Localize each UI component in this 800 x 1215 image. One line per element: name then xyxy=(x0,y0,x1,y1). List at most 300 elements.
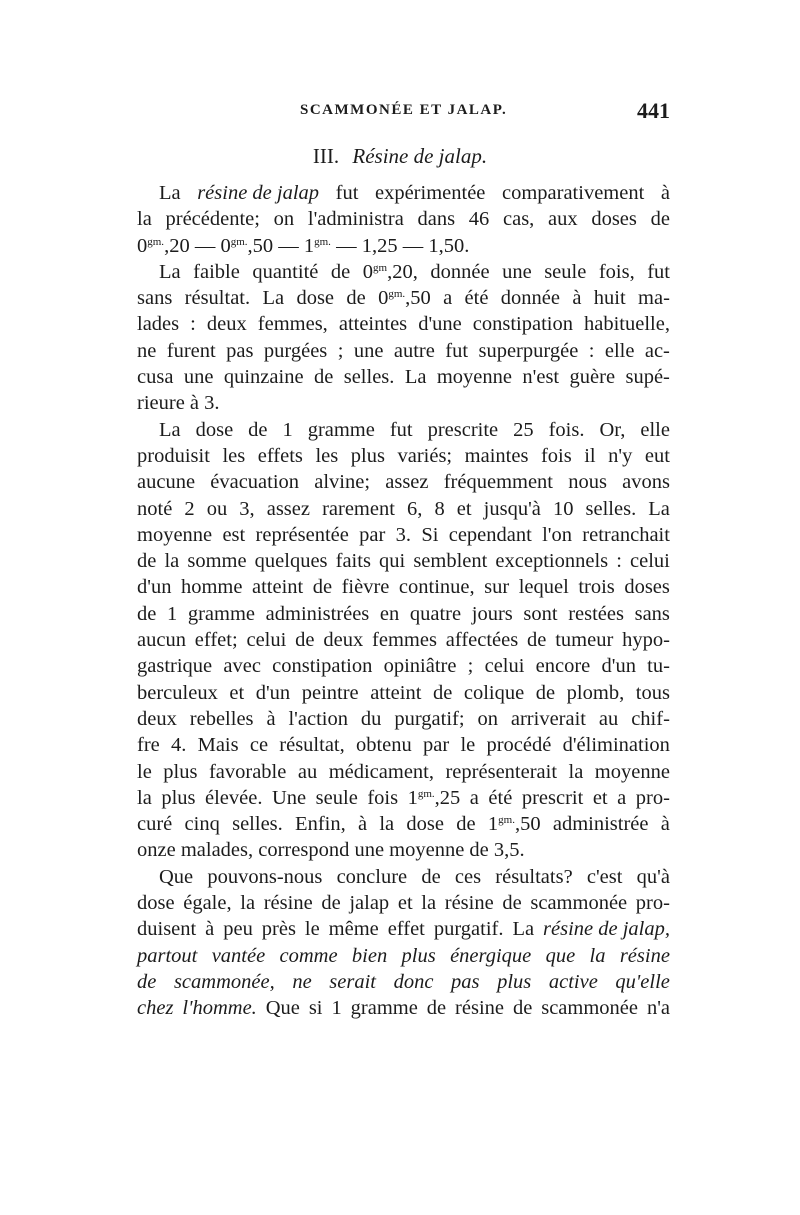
word: une xyxy=(183,366,214,389)
word: atteint xyxy=(251,576,304,599)
word: sur xyxy=(484,576,510,599)
word: 2 xyxy=(184,497,195,520)
text-line xyxy=(137,285,670,311)
word: effet xyxy=(387,918,425,941)
word: de xyxy=(137,970,157,993)
word: d'élimination xyxy=(562,734,670,757)
word: gramme xyxy=(350,997,418,1020)
word: et xyxy=(397,892,413,915)
word: doses xyxy=(624,576,670,599)
word: énergique xyxy=(450,944,532,967)
word: La xyxy=(262,287,285,310)
text-line xyxy=(137,233,670,259)
word: homme xyxy=(180,576,243,599)
word: $0^{gm.},50$ xyxy=(378,287,431,310)
text-line xyxy=(137,601,670,627)
word: n'est xyxy=(522,366,560,389)
word: égale, xyxy=(183,892,232,915)
text-line xyxy=(137,206,670,232)
word: n'y xyxy=(608,444,633,467)
running-head xyxy=(135,98,670,124)
word: celui xyxy=(630,550,670,573)
text-line xyxy=(137,548,670,574)
word: pas xyxy=(451,970,480,993)
word: on xyxy=(477,707,498,730)
word: même xyxy=(328,918,379,941)
word: la xyxy=(379,813,395,836)
word: la xyxy=(164,550,180,573)
word: maintes xyxy=(464,444,529,467)
word: ; xyxy=(337,339,344,362)
word: 10 xyxy=(552,497,574,520)
word: de xyxy=(312,576,333,599)
word: d'un xyxy=(137,576,172,599)
word: donc xyxy=(393,970,434,993)
word: rieure à 3. xyxy=(137,392,220,415)
word: doses xyxy=(591,208,637,231)
word: ce xyxy=(249,734,269,757)
word: ma- xyxy=(638,287,670,310)
word: hypo- xyxy=(622,629,670,652)
word: selles. xyxy=(585,497,637,520)
word: fut xyxy=(335,182,359,204)
word: résine xyxy=(619,944,670,967)
word: pas xyxy=(226,339,254,362)
word: qu'elle xyxy=(615,970,670,993)
word: duisent xyxy=(137,918,197,941)
word: représentée xyxy=(255,523,349,546)
text-line xyxy=(137,180,670,206)
word: 3. xyxy=(395,523,412,546)
body-text xyxy=(137,180,670,1022)
word: la xyxy=(421,892,437,915)
word: 25 xyxy=(513,418,534,441)
word: sans xyxy=(634,602,670,625)
word: femmes xyxy=(372,629,437,652)
word: Que xyxy=(265,997,300,1020)
word: onze malades, correspond une moyenne de 3,5. xyxy=(137,839,525,862)
word: quinzaine xyxy=(223,366,304,389)
word: restées xyxy=(568,602,624,625)
text-line xyxy=(137,443,670,469)
word: dose xyxy=(137,892,175,915)
word: trois xyxy=(578,576,615,599)
word: une xyxy=(353,339,384,362)
word: huit xyxy=(593,287,626,310)
word: résultats? xyxy=(495,865,573,888)
word: faible xyxy=(193,260,240,283)
word: fièvre xyxy=(341,576,390,599)
text-line xyxy=(137,759,670,785)
word: dans xyxy=(417,208,456,231)
word: La xyxy=(512,918,535,941)
word: lades xyxy=(137,313,180,336)
word: eut xyxy=(644,444,670,467)
word: moyenne xyxy=(594,760,670,783)
word: produisit xyxy=(137,444,210,467)
word: de xyxy=(426,997,447,1020)
word: berculeux xyxy=(137,681,218,704)
word: et xyxy=(229,681,245,704)
word: l'action xyxy=(288,707,348,730)
word: jalap xyxy=(349,892,390,915)
word: elle xyxy=(604,339,635,362)
word: superpurgée xyxy=(478,339,579,362)
word: effet; xyxy=(194,629,238,652)
text-line xyxy=(137,364,670,390)
word: La xyxy=(404,366,427,389)
text-line xyxy=(137,706,670,732)
word: guère xyxy=(569,366,616,389)
word: une xyxy=(502,260,532,283)
word: aucune xyxy=(137,471,196,494)
word: femmes, xyxy=(257,313,328,336)
word: prescrite xyxy=(427,418,499,441)
word: tumeur xyxy=(555,629,614,652)
word: celui xyxy=(246,629,287,652)
word: expérimentée xyxy=(374,182,486,204)
word: : xyxy=(616,550,622,573)
word: avons xyxy=(622,471,670,494)
word: constipation xyxy=(472,313,573,336)
word: n'a xyxy=(646,997,670,1020)
word: rarement xyxy=(322,497,395,520)
word: de xyxy=(421,865,441,888)
word: quantité xyxy=(252,260,319,283)
word: on xyxy=(273,208,295,231)
word: plus xyxy=(163,760,198,783)
word: résine xyxy=(444,892,494,915)
word: atteint xyxy=(370,681,422,704)
word: fois xyxy=(540,444,572,467)
section-heading xyxy=(0,144,800,169)
word: rebelles xyxy=(189,707,254,730)
text-line xyxy=(137,864,670,890)
word: Or, xyxy=(599,418,626,441)
word: de xyxy=(295,629,315,652)
word: résine de jalap, xyxy=(543,918,670,941)
word: assez xyxy=(385,471,429,494)
word: dose xyxy=(406,813,444,836)
word: atteintes xyxy=(338,313,408,336)
word: à xyxy=(660,813,670,836)
word: conclure xyxy=(336,865,408,888)
word: favorable xyxy=(208,760,287,783)
word: comparativement xyxy=(501,182,645,204)
word: ne xyxy=(292,970,312,993)
word: plus xyxy=(350,444,385,467)
word: si xyxy=(308,997,323,1020)
word: 1 xyxy=(166,602,178,625)
word: retranchait xyxy=(582,523,670,546)
word: de xyxy=(330,260,351,283)
word: et xyxy=(456,497,472,520)
word: nous xyxy=(568,471,607,494)
word: résine xyxy=(455,997,504,1020)
word: à xyxy=(266,707,276,730)
word: cependant xyxy=(448,523,532,546)
word: de xyxy=(502,892,522,915)
word: à xyxy=(572,287,582,310)
word: évacuation xyxy=(210,471,300,494)
word: fut xyxy=(647,260,670,283)
word: exceptionnels xyxy=(495,550,609,573)
word: d'un xyxy=(255,681,291,704)
word: constipation xyxy=(272,655,373,678)
word: jours xyxy=(471,602,513,625)
word: : xyxy=(588,339,595,362)
word: administrées xyxy=(265,602,370,625)
word: : xyxy=(190,313,196,336)
word: administrée xyxy=(552,813,649,836)
word: chif- xyxy=(631,707,670,730)
word: effets xyxy=(257,444,303,467)
word: La xyxy=(159,182,181,204)
word: Mais xyxy=(197,734,239,757)
text-line xyxy=(137,496,670,522)
word: fut xyxy=(445,339,469,362)
text-line xyxy=(137,653,670,679)
section-title: Résine de jalap. xyxy=(352,144,488,168)
word: 4. xyxy=(171,734,187,757)
word: fois, xyxy=(598,260,635,283)
word: $1^{gm.},25$ xyxy=(407,786,461,809)
word: en xyxy=(379,602,400,625)
word: de xyxy=(456,813,476,836)
word: furent xyxy=(166,339,216,362)
running-title: SCAMMONÉE ET JALAP. xyxy=(300,102,508,118)
word: de xyxy=(137,602,157,625)
word: procédé xyxy=(486,734,552,757)
word: ac- xyxy=(644,339,670,362)
word: la xyxy=(137,786,152,809)
word: 6, xyxy=(407,497,423,520)
word: pro- xyxy=(635,892,670,915)
word: fois xyxy=(367,786,399,809)
word: 46 xyxy=(468,208,490,231)
word: deux xyxy=(137,707,177,730)
word: cusa xyxy=(137,366,174,389)
text-line xyxy=(137,785,670,811)
word: active xyxy=(548,970,598,993)
section-number: III. xyxy=(312,144,340,168)
word: le xyxy=(304,918,320,941)
word: $0^{gm.},20$ — $0^{gm.},50$ — $1^{gm.}$ — 1,25 — 1,50. xyxy=(137,234,470,257)
word: encore xyxy=(535,655,591,678)
word: sans xyxy=(137,287,173,310)
word: plus xyxy=(401,944,436,967)
word: aux xyxy=(548,208,578,231)
word: variés; xyxy=(397,444,453,467)
word: Si xyxy=(421,523,439,546)
text-line xyxy=(137,890,670,916)
word: la xyxy=(240,892,256,915)
word: comme xyxy=(279,944,338,967)
word: le xyxy=(460,734,476,757)
word: a xyxy=(469,786,479,809)
word: elle xyxy=(640,418,670,441)
word: arriverait xyxy=(510,707,586,730)
word: $0^{gm},20$, xyxy=(362,260,418,283)
word: scammonée, xyxy=(173,970,275,993)
word: La xyxy=(648,497,670,520)
word: serait xyxy=(329,970,376,993)
word: de xyxy=(313,366,334,389)
word: colique xyxy=(463,681,525,704)
word: Une xyxy=(272,786,307,809)
word: la xyxy=(137,208,152,231)
word: à xyxy=(205,918,215,941)
word: résultat, xyxy=(279,734,345,757)
text-line xyxy=(137,916,670,942)
word: précédente; xyxy=(165,208,260,231)
word: Enfin, xyxy=(295,813,346,836)
word: fois. xyxy=(548,418,585,441)
word: 3, xyxy=(239,497,255,520)
word: que xyxy=(545,944,576,967)
word: résultat. xyxy=(184,287,251,310)
word: habituelle, xyxy=(584,313,670,336)
word: de xyxy=(346,287,366,310)
word: été xyxy=(488,786,513,809)
word: ou xyxy=(206,497,228,520)
word: gramme xyxy=(187,602,256,625)
word: deux xyxy=(206,313,247,336)
word: il xyxy=(584,444,596,467)
word: avec xyxy=(223,655,261,678)
word: gramme xyxy=(307,418,375,441)
word: été xyxy=(464,287,489,310)
word: du xyxy=(360,707,382,730)
word: lequel xyxy=(518,576,569,599)
word: sont xyxy=(523,602,558,625)
word: par xyxy=(423,734,450,757)
word: a xyxy=(617,786,627,809)
word: dose xyxy=(195,418,234,441)
text-line xyxy=(137,390,670,416)
text-line xyxy=(137,311,670,337)
word: cas, xyxy=(503,208,535,231)
word: près xyxy=(261,918,296,941)
text-line xyxy=(137,417,670,443)
word: continue, xyxy=(398,576,475,599)
word: semblent xyxy=(413,550,488,573)
word: assez xyxy=(266,497,310,520)
word: purgatif. xyxy=(433,918,504,941)
word: quelques xyxy=(254,550,328,573)
word: curé xyxy=(137,813,173,836)
word: seule xyxy=(544,260,587,283)
word: partout xyxy=(137,944,198,967)
word: peintre xyxy=(301,681,359,704)
text-line xyxy=(137,732,670,758)
word: dose xyxy=(296,287,335,310)
word: le xyxy=(137,760,152,783)
word: d'un xyxy=(601,655,636,678)
word: scammonée xyxy=(530,892,628,915)
text-line xyxy=(137,574,670,600)
word: de xyxy=(512,997,533,1020)
word: scammonée xyxy=(541,997,638,1020)
word: à xyxy=(660,182,670,204)
text-line xyxy=(137,995,670,1021)
word: l'on xyxy=(542,523,572,546)
word: jusqu'à xyxy=(483,497,541,520)
word: bien xyxy=(351,944,388,967)
word: quatre xyxy=(409,602,462,625)
word: donnée xyxy=(430,260,490,283)
word: donnée xyxy=(500,287,560,310)
word: obtenu xyxy=(355,734,412,757)
word: de xyxy=(137,550,157,573)
word: qui xyxy=(379,550,406,573)
word: selles. xyxy=(232,813,283,836)
word: seule xyxy=(315,786,358,809)
word: de xyxy=(248,418,268,441)
word: représenterait xyxy=(445,760,558,783)
word: prescrit xyxy=(521,786,584,809)
word: tous xyxy=(635,681,670,704)
word: de xyxy=(650,208,670,231)
word: pro- xyxy=(635,786,670,809)
word: ne xyxy=(137,339,157,362)
word: ; xyxy=(467,655,474,678)
word: les xyxy=(315,444,339,467)
word: et xyxy=(592,786,608,809)
word: au xyxy=(297,760,318,783)
word: résine de jalap xyxy=(197,182,320,204)
word: est xyxy=(222,523,246,546)
word: purgatif; xyxy=(394,707,465,730)
word: de xyxy=(321,892,341,915)
word: somme xyxy=(187,550,247,573)
text-line xyxy=(137,259,670,285)
word: affectées xyxy=(445,629,519,652)
word: $1^{gm.},50$ xyxy=(487,813,541,836)
word: faits xyxy=(335,550,371,573)
word: l'homme. xyxy=(182,997,257,1020)
word: aucun xyxy=(137,629,186,652)
text-line xyxy=(137,338,670,364)
word: c'est xyxy=(586,865,623,888)
word: selles. xyxy=(343,366,395,389)
word: au xyxy=(598,707,619,730)
word: 1 xyxy=(282,418,293,441)
word: deux xyxy=(323,629,364,652)
word: cinq xyxy=(184,813,220,836)
text-line xyxy=(137,837,670,863)
word: fréquemment xyxy=(443,471,554,494)
word: supé- xyxy=(625,366,670,389)
word: de xyxy=(527,629,547,652)
word: médicament, xyxy=(328,760,434,783)
word: purgées xyxy=(263,339,328,362)
word: chez xyxy=(137,997,174,1020)
word: plus xyxy=(497,970,532,993)
word: plomb, xyxy=(566,681,625,704)
word: d'une xyxy=(418,313,462,336)
word: La xyxy=(159,418,181,441)
word: de xyxy=(432,681,453,704)
word: par xyxy=(359,523,386,546)
word: Que xyxy=(159,865,194,888)
word: fut xyxy=(389,418,413,441)
word: pouvons-nous xyxy=(207,865,323,888)
text-line xyxy=(137,969,670,995)
text-line xyxy=(137,522,670,548)
word: a xyxy=(443,287,453,310)
word: élevée. xyxy=(205,786,263,809)
